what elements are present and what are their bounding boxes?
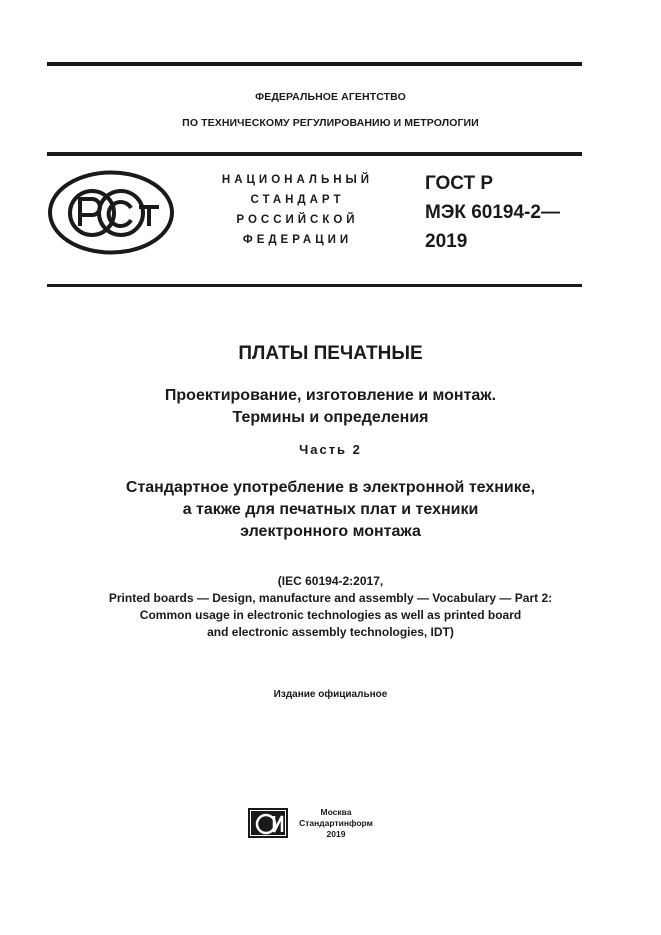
part-description (30, 477, 631, 543)
description-line-2: а также для печатных плат и техники (182, 501, 479, 518)
subtitle-line-1: Проектирование, изготовление и монтаж. (164, 387, 497, 404)
standard-designation (425, 169, 560, 256)
standard-type-line-4: ФЕДЕРАЦИИ (242, 234, 353, 246)
part-number: Часть 2 (299, 442, 362, 457)
title-block-rule (47, 284, 582, 287)
top-rule (47, 62, 582, 66)
iec-line-1: (IEC 60194-2:2017, (277, 574, 384, 588)
standartinform-logo-icon (248, 808, 288, 838)
publisher-year: 2019 (326, 829, 346, 839)
agency-line-2: ПО ТЕХНИЧЕСКОМУ РЕГУЛИРОВАНИЮ И МЕТРОЛОГИИ (182, 117, 479, 129)
publisher-city: Москва (320, 807, 352, 817)
standard-type-line-2: СТАНДАРТ (250, 194, 345, 206)
standard-type-line-1: НАЦИОНАЛЬНЫЙ (221, 174, 374, 186)
document-subtitle (30, 385, 631, 429)
header-rule (47, 152, 582, 156)
iec-line-2: Printed boards — Design, manufacture and assembly — Vocabulary — Part 2: (108, 591, 553, 605)
publisher-name: Стандартинформ (299, 818, 373, 828)
document-title: ПЛАТЫ ПЕЧАТНЫЕ (238, 343, 423, 364)
rst-emblem-icon (47, 170, 175, 255)
edition-label: Издание официальное (273, 689, 388, 700)
subtitle-line-2: Термины и определения (232, 409, 429, 426)
publisher-info (296, 807, 376, 840)
description-line-3: электронного монтажа (240, 523, 421, 540)
standard-type (190, 170, 405, 250)
agency-line-1: ФЕДЕРАЛЬНОЕ АГЕНТСТВО (255, 91, 406, 103)
designation-line-3: 2019 (425, 231, 468, 252)
description-line-1: Стандартное употребление в электронной технике, (125, 479, 536, 496)
standard-type-line-3: РОССИЙСКОЙ (236, 214, 359, 226)
designation-line-1: ГОСТ Р (425, 173, 494, 194)
designation-line-2: МЭК 60194-2— (425, 202, 560, 223)
iec-line-3: Common usage in electronic technologies as well as printed board (139, 608, 522, 622)
iec-reference (30, 573, 631, 641)
iec-line-4: and electronic assembly technologies, IDT) (207, 625, 454, 639)
